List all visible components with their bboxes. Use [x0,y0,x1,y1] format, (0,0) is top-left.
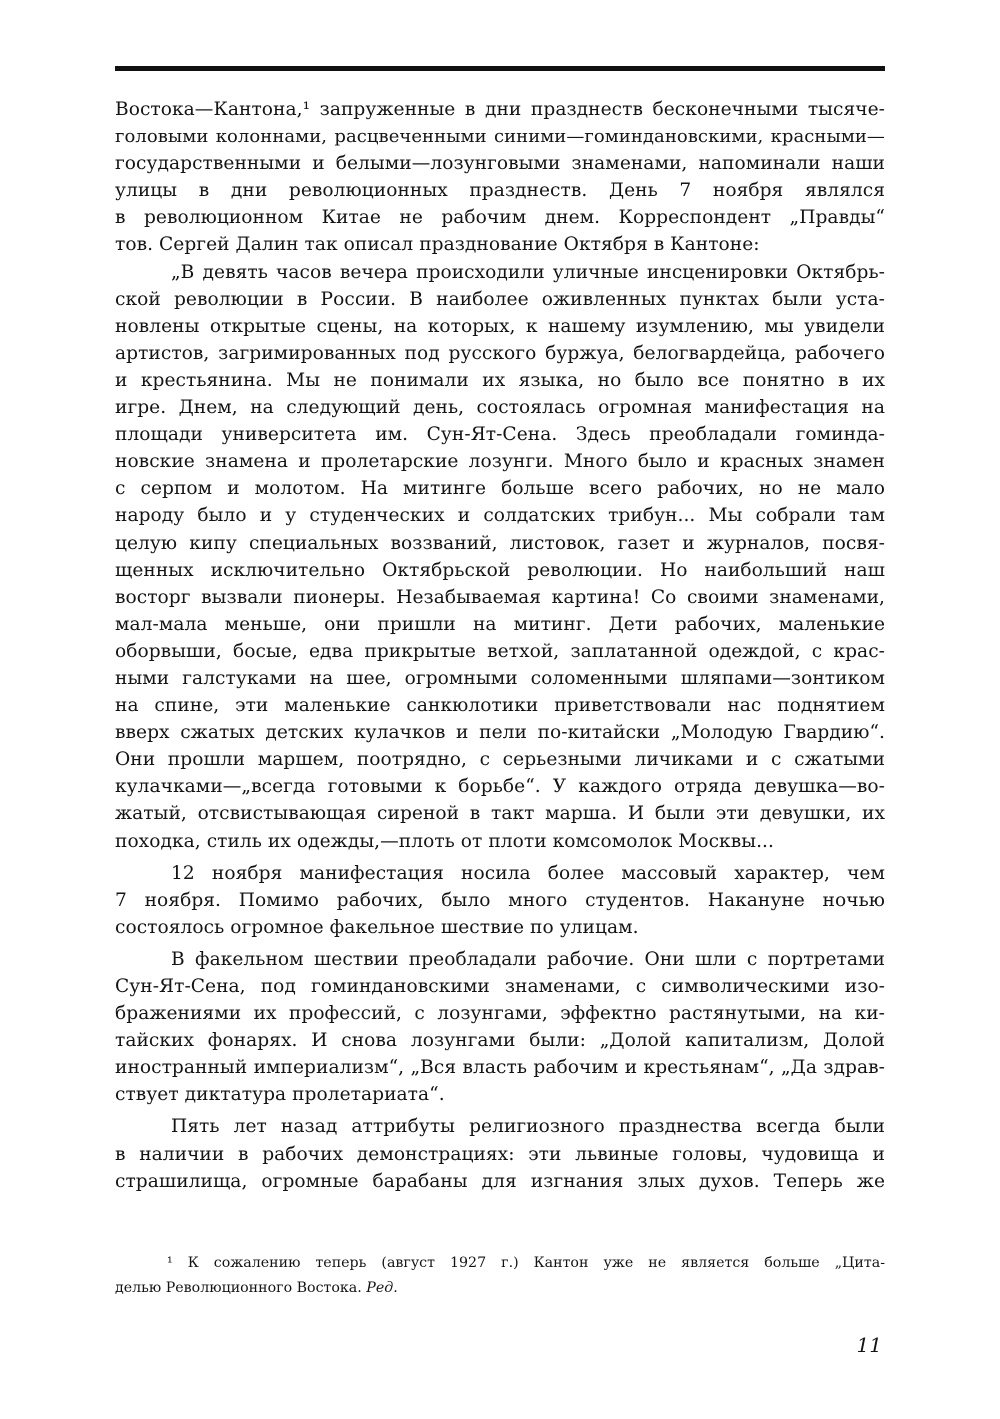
page-number: 11 [856,1333,882,1357]
main-text [115,96,885,1195]
text-line: вверх сжатых детских кулачков и пели по-китайски „Молодую Гвардию“. [115,722,885,744]
text-line: новлены открытые сцены, на которых, к нашему изумлению, мы увидели [115,315,885,337]
text-line: артистов, загримированных под русского буржуа, белогвардейца, рабочего [115,342,885,364]
text-line: ными галстуками на шее, огромными соломенными шляпами—зонтиком [115,667,885,689]
text-line: оборвыши, босые, едва прикрытые ветхой, заплатанной одеждой, с крас- [115,640,885,662]
text-line: 12 ноября манифестация носила более массовый характер, чем [171,862,885,884]
text-line: Востока—Кантона,¹ запруженные в дни празднеств бесконечными тысяче- [115,99,885,120]
text-line: целую кипу специальных воззваний, листовок, газет и журналов, посвя- [115,532,885,554]
text-line: в революционном Китае не рабочим днем. Корреспондент „Правды“ [115,207,885,229]
text-line: игре. Днем, на следующий день, состоялась огромная манифестация на [115,397,885,419]
text-line: тайских фонарях. И снова лозунгами были: „Долой капитализм, Долой [115,1030,885,1052]
header-rule [115,66,885,71]
footnote-block [115,1251,885,1301]
text-line: ской революции в России. В наиболее оживленных пунктах были уста- [115,288,885,310]
text-line: народу было и у студенческих и солдатских трибун... Мы собрали там [115,505,885,527]
text-line: государственными и белыми—лозунговыми знаменами, напоминали наши [115,153,885,175]
footnote-line [115,1276,885,1301]
text-line: В факельном шествии преобладали рабочие. Они шли с портретами [171,948,885,970]
footnote-text: делью Революционного Востока. [115,1280,362,1296]
text-line: мал-мала меньше, они пришли на митинг. Дети рабочих, маленькие [115,613,885,635]
text-line: кулачками—„всегда готовыми к борьбе“. У каждого отряда девушка—во- [115,776,885,798]
text-line: бражениями их профессий, с лозунгами, эффектно растянутыми, на ки- [115,1003,885,1025]
text-line: улицы в дни революционных празднеств. День 7 ноября являлся [115,180,885,202]
text-line: площади университета им. Сун-Ят-Сена. Здесь преобладали гоминда- [115,424,885,446]
text-line: восторг вызвали пионеры. Незабываемая картина! Со своими знаменами, [115,586,885,608]
text-line: новские знамена и пролетарские лозунги. Много было и красных знамен [115,451,885,473]
text-line: головыми колоннами, расцвеченными синими—гоминдановскими, красными— [115,126,885,148]
text-line: 7 ноября. Помимо рабочих, было много студентов. Накануне ночью [115,889,885,911]
editor-mark: Ред. [366,1280,398,1296]
text-line: страшилища, огромные барабаны для изгнания злых духов. Теперь же [115,1170,885,1192]
text-line: Они прошли маршем, поотрядно, с серьезными личиками и с сжатыми [115,749,885,771]
text-line: Пять лет назад аттрибуты религиозного празднества всегда были [171,1116,885,1138]
text-line: состоялось огромное факельное шествие по улицам. [115,916,639,938]
text-line: щенных исключительно Октябрьской революции. Но наибольший наш [115,559,885,581]
text-line: „В девять часов вечера происходили уличные инсценировки Октябрь- [171,261,885,283]
text-line: иностранный империализм“, „Вся власть рабочим и крестьянам“, „Да здрав- [115,1057,885,1079]
text-line: с серпом и молотом. На митинге больше всего рабочих, но не мало [115,478,885,500]
text-line: ствует диктатура пролетариата“. [115,1084,445,1106]
text-line: в наличии в рабочих демонстрациях: эти львиные головы, чудовища и [115,1143,885,1165]
text-line: и крестьянина. Мы не понимали их языка, но было все понятно в их [115,369,885,391]
footnote-line: ¹ К сожалению теперь (август 1927 г.) Кантон уже не является больше „Цита- [167,1255,885,1271]
text-line: походка, стиль их одежды,—плоть от плоти комсомолок Москвы... [115,830,774,852]
text-line: Сун-Ят-Сена, под гоминдановскими знаменами, с символическими изо- [115,976,885,997]
text-line: жатый, отсвистывающая сиреной в такт марша. И были эти девушки, их [115,803,885,825]
text-line: тов. Сергей Далин так описал празднование Октября в Кантоне: [115,234,760,256]
text-line: на спине, эти маленькие санкюлотики приветствовали нас поднятием [115,695,885,717]
